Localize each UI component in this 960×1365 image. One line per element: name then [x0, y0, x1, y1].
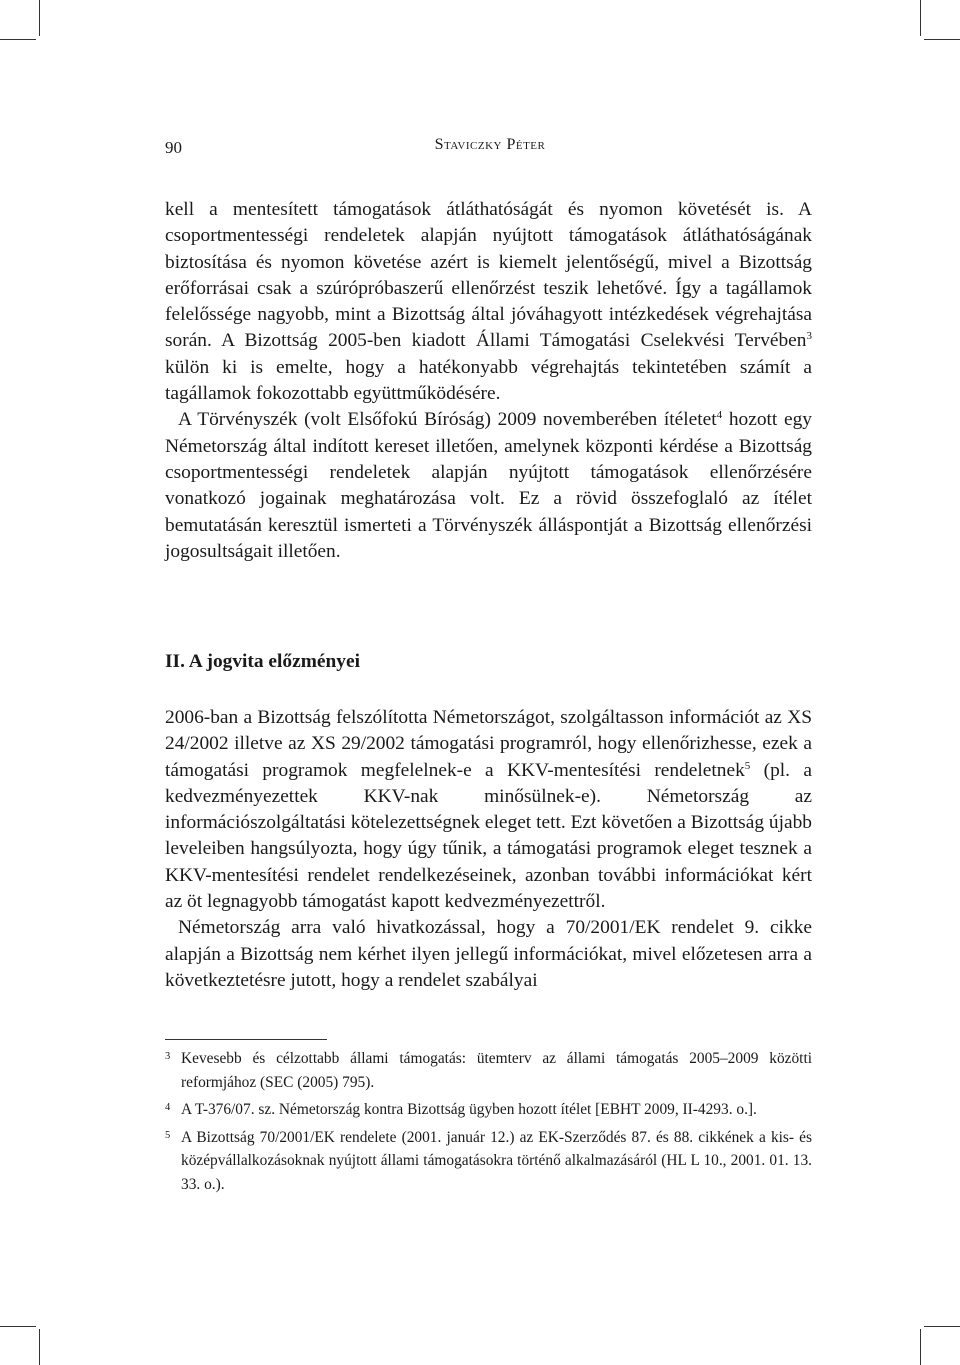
footnote-divider — [165, 1039, 327, 1040]
footnote-ref-5[interactable]: 5 — [744, 759, 751, 772]
footnote-number: 5 — [165, 1129, 171, 1141]
footnote-text: Kevesebb és célzottabb állami támogatás: ütemterv az állami támogatás 2005–2009 közötti reformjához (SEC (2005) 795). — [181, 1050, 812, 1091]
body-text-lower — [165, 705, 812, 994]
body-text-upper — [165, 197, 812, 565]
footnote-5 — [165, 1126, 812, 1197]
footnote-ref-4[interactable]: 4 — [716, 409, 723, 422]
footnotes — [165, 1047, 812, 1201]
paragraph-1: kell a mentesített támogatások átláthatóságát és nyomon követését is. A csoportmentességi rendeletek alapján nyújtott támogatások átláthatóságának biztosítása és nyomon követése azért is kiemelt jelentőségű, mivel a Bizottság erőforrásai csak a szúrópróbaszerű ellenőrzést teszik lehetővé. Így a tagállamok felelőssége nagyobb, mint a Bizottság által jóváhagyott intézkedések végrehajtása során. A Bizottság 2005-ben kiadott Állami Támogatási Cselekvési Tervében$^3$ külön ki is emelte, hogy a hatékonyabb végrehajtás tekintetében számít a tagállamok fokozottabb együttműködésére. — [165, 199, 812, 405]
crop-mark — [0, 39, 36, 40]
page-number: 90 — [165, 138, 182, 157]
footnote-number: 3 — [165, 1051, 171, 1062]
footnote-text: A Bizottság 70/2001/EK rendelete (2001. január 12.) az EK-Szerződés 87. és 88. cikkének a kis- és középvállalkozásoknak nyújtott állami támogatásokra történő alkalmazásáról (HL L 10., 2001. 01. 13. 33. o.). — [181, 1128, 812, 1193]
footnote-4 — [165, 1098, 812, 1122]
crop-mark — [924, 1326, 960, 1327]
section-heading: II. A jogvita előzményei — [165, 651, 360, 672]
footnote-3 — [165, 1047, 812, 1094]
crop-mark — [39, 0, 40, 36]
running-head: Staviczky Péter — [434, 136, 546, 153]
paragraph-2: A Törvényszék (volt Elsőfokú Bíróság) 2009 novemberében ítéletet$^4$ hozott egy Németország által indított kereset illetően, amelynek központi kérdése a Bizottság csoportmentességi rendeletek alapján nyújtott támogatások ellenőrzésére vonatkozó jogainak meghatározása volt. Ez a rövid összefoglaló az ítélet bemutatásán keresztül ismerteti a Törvényszék álláspontját a Bizottság ellenőrzési jogosultságait illetően. — [165, 409, 812, 562]
footnote-text: A T-376/07. sz. Németország kontra Bizottság ügyben hozott ítélet [EBHT 2009, II-4293. o.]. — [181, 1101, 757, 1119]
footnote-number: 4 — [165, 1102, 171, 1114]
crop-mark — [924, 39, 960, 40]
crop-mark — [920, 0, 921, 36]
paragraph-4: Németország arra való hivatkozással, hogy a 70/2001/EK rendelet 9. cikke alapján a Bizottság nem kérhet ilyen jellegű információkat, mivel előzetesen arra a következtetésre jutott, hogy a rendelet szabályai — [165, 917, 812, 991]
crop-mark — [0, 1326, 36, 1327]
crop-mark — [39, 1329, 40, 1365]
crop-mark — [920, 1329, 921, 1365]
paragraph-3: 2006-ban a Bizottság felszólította Németországot, szolgáltasson információt az XS 24/2002 illetve az XS 29/2002 támogatási programról, hogy ellenőrizhesse, ezek a támogatási programok megfelelnek-e a KKV-mentesítési rendeletnek$^5$ (pl. a kedvezményezettek KKV-nak minősülnek-e). Németország az információszolgáltatási kötelezettségnek eleget tett. Ezt követően a Bizottság újabb leveleiben hangsúlyozta, hogy úgy tűnik, a támogatási programok eleget tesznek a KKV-mentesítési rendelet rendelkezéseinek, azonban további információkat kért az öt legnagyobb támogatást kapott kedvezményezettről. — [165, 707, 812, 913]
footnote-ref-3[interactable]: 3 — [806, 330, 812, 343]
